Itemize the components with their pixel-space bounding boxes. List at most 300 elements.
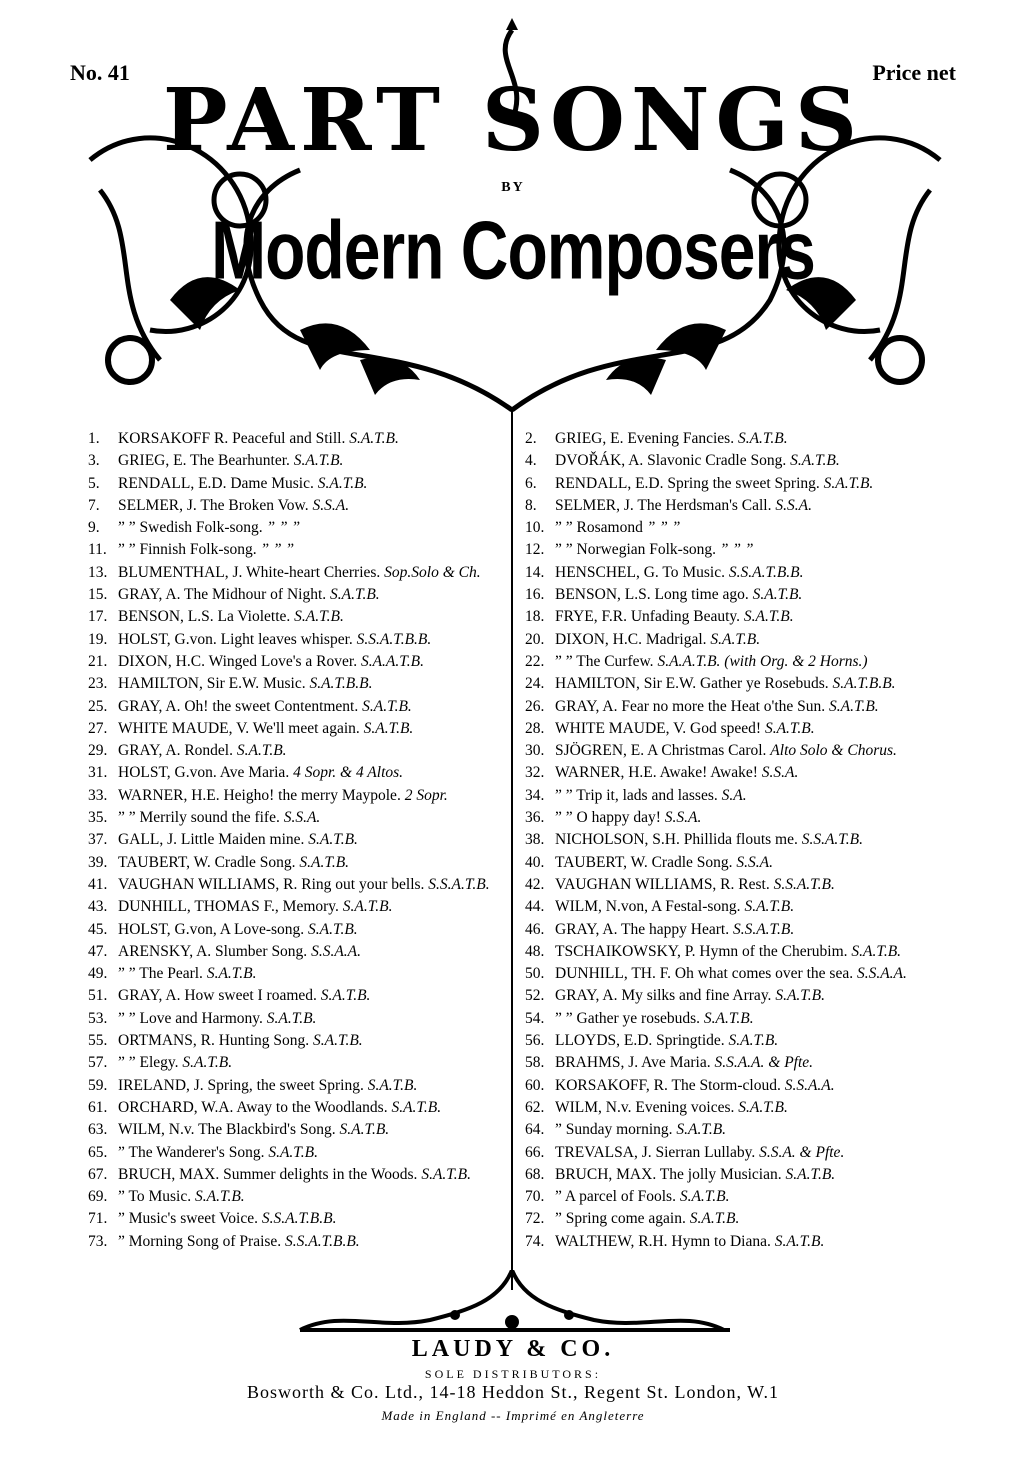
song-title: HAMILTON, Sir E.W. Gather ye Rosebuds. xyxy=(555,675,829,693)
voice-parts: S.A.T.B. xyxy=(785,1165,836,1183)
song-entry xyxy=(525,829,965,851)
song-title: ORTMANS, R. Hunting Song. xyxy=(118,1032,310,1050)
song-title: BENSON, L.S. La Violette. xyxy=(118,608,291,626)
song-title: GRAY, A. My silks and fine Array. xyxy=(555,987,772,1005)
song-title: HOLST, G.von. Light leaves whisper. xyxy=(118,630,353,648)
song-number: 59. xyxy=(88,1076,108,1094)
voice-parts: S.A.T.B. xyxy=(676,1121,727,1139)
voice-parts: S.S.A. xyxy=(736,853,773,871)
song-number: 70. xyxy=(525,1188,545,1206)
voice-parts: S.A.T.B. xyxy=(313,1032,363,1050)
song-entry xyxy=(525,1075,965,1097)
song-entry xyxy=(525,852,965,874)
song-entry xyxy=(88,874,528,896)
song-title: ORCHARD, W.A. Away to the Woodlands. xyxy=(118,1098,388,1116)
song-entry xyxy=(525,473,965,495)
song-number: 1. xyxy=(88,430,100,447)
song-title: NICHOLSON, S.H. Phillida flouts me. xyxy=(555,831,798,849)
song-title: ” ” Finnish Folk-song. xyxy=(118,541,257,559)
song-number: 25. xyxy=(88,697,108,715)
voice-parts: S.A.T.B. xyxy=(823,474,874,492)
song-entry xyxy=(88,450,528,472)
voice-parts: S.A.T.B. xyxy=(339,1121,390,1139)
song-number: 56. xyxy=(525,1032,545,1050)
song-title: HAMILTON, Sir E.W. Music. xyxy=(118,675,306,693)
voice-parts: S.S.A.A. & Pfte. xyxy=(714,1054,814,1072)
song-number: 6. xyxy=(525,474,537,492)
song-title: IRELAND, J. Spring, the sweet Spring. xyxy=(118,1076,364,1094)
voice-parts: S.A.T.B. xyxy=(790,452,840,470)
song-title: GRAY, A. The Midhour of Night. xyxy=(118,586,327,604)
song-number: 54. xyxy=(525,1009,545,1027)
song-title: SELMER, J. The Broken Vow. xyxy=(118,496,309,514)
song-entry xyxy=(88,919,528,941)
song-entry xyxy=(525,629,965,651)
song-number: 2. xyxy=(525,430,537,447)
voice-parts: 4 Sopr. & 4 Altos. xyxy=(293,764,404,782)
song-title: WHITE MAUDE, V. We'll meet again. xyxy=(118,719,360,737)
song-number: 30. xyxy=(525,742,545,760)
song-title: GRAY, A. Fear no more the Heat o'the Sun. xyxy=(555,697,826,715)
voice-parts: S.S.A.A. xyxy=(784,1076,835,1094)
song-entry xyxy=(525,1208,965,1230)
song-entry xyxy=(88,651,528,673)
song-entry xyxy=(525,584,965,606)
song-title: RENDALL, E.D. Spring the sweet Spring. xyxy=(555,474,820,492)
song-entry xyxy=(88,517,528,539)
voice-parts: S.A.T.B. xyxy=(774,1232,825,1250)
song-title: ” Sunday morning. xyxy=(555,1121,673,1139)
song-title: ” ” Merrily sound the fife. xyxy=(118,809,280,827)
voice-parts: S.A.T.B. xyxy=(342,898,393,916)
song-number: 27. xyxy=(88,719,108,737)
song-entry xyxy=(88,1119,528,1141)
song-number: 10. xyxy=(525,519,545,537)
voice-parts: S.A. xyxy=(721,786,747,804)
song-number: 24. xyxy=(525,675,545,693)
song-title: ” Morning Song of Praise. xyxy=(118,1232,282,1250)
song-number: 46. xyxy=(525,920,545,938)
voice-parts: S.S.A.A. xyxy=(856,965,907,983)
song-number: 53. xyxy=(88,1009,108,1027)
song-entry xyxy=(88,762,528,784)
song-entry xyxy=(525,874,965,896)
song-number: 40. xyxy=(525,853,545,871)
song-title: DVOŘÁK, A. Slavonic Cradle Song. xyxy=(555,452,787,470)
song-number: 73. xyxy=(88,1232,108,1250)
song-entry xyxy=(525,785,965,807)
song-title: WARNER, H.E. Heigho! the merry Maypole. xyxy=(118,786,401,804)
voice-parts: S.A.T.B. xyxy=(349,430,399,447)
song-number: 43. xyxy=(88,898,108,916)
song-number: 44. xyxy=(525,898,545,916)
voice-parts: S.A.A.T.B. (with Org. & 2 Horns.) xyxy=(657,652,868,670)
song-number: 13. xyxy=(88,563,108,581)
song-title: ARENSKY, A. Slumber Song. xyxy=(118,942,308,960)
song-title: ” ” O happy day! xyxy=(555,809,661,827)
song-number: 61. xyxy=(88,1098,108,1116)
song-title: TAUBERT, W. Cradle Song. xyxy=(118,853,296,871)
song-entry xyxy=(525,696,965,718)
song-number: 36. xyxy=(525,809,545,827)
voice-parts: S.S.A.T.B. xyxy=(732,920,795,938)
voice-parts: S.A.T.B. xyxy=(738,1098,788,1116)
song-number: 60. xyxy=(525,1076,545,1094)
song-entry xyxy=(525,1008,965,1030)
song-title: GRAY, A. Oh! the sweet Contentment. xyxy=(118,697,359,715)
song-entry xyxy=(525,1164,965,1186)
song-number: 42. xyxy=(525,875,545,893)
voice-parts: S.S.A.T.B. xyxy=(801,831,863,849)
voice-parts: ” ” ” xyxy=(266,519,301,537)
publisher-name: LAUDY & CO. xyxy=(411,1336,615,1362)
song-title: FRYE, F.R. Unfading Beauty. xyxy=(555,608,741,626)
voice-parts: S.S.A. xyxy=(761,764,799,782)
song-title: BLUMENTHAL, J. White-heart Cherries. xyxy=(118,563,381,581)
voice-parts: S.A.T.B. xyxy=(182,1054,233,1072)
voice-parts: S.A.T.B. xyxy=(744,898,795,916)
song-number: 8. xyxy=(525,496,537,514)
song-entry xyxy=(88,584,528,606)
distributors-label: SOLE DISTRIBUTORS: xyxy=(424,1367,602,1381)
song-number: 3. xyxy=(88,452,100,470)
song-title: WILM, N.von, A Festal-song. xyxy=(555,898,741,916)
song-number: 33. xyxy=(88,786,108,804)
voice-parts: S.A.T.B. xyxy=(236,742,287,760)
song-title: ” ” Trip it, lads and lasses. xyxy=(555,786,718,804)
voice-parts: S.A.T.B. xyxy=(851,942,902,960)
song-entry xyxy=(88,1186,528,1208)
song-entry xyxy=(525,539,965,561)
song-title: HOLST, G.von. Ave Maria. xyxy=(118,764,290,782)
song-entry xyxy=(525,495,965,517)
song-title: ” ” The Pearl. xyxy=(118,965,203,983)
song-title: HOLST, G.von, A Love-song. xyxy=(118,920,305,938)
song-number: 45. xyxy=(88,920,108,938)
song-title: GRAY, A. The happy Heart. xyxy=(555,920,730,938)
voice-parts: S.A.T.B. xyxy=(737,430,788,447)
song-title: GRAY, A. Rondel. xyxy=(118,742,233,760)
title-by: BY xyxy=(501,180,525,195)
voice-parts: ” ” ” xyxy=(646,519,681,537)
song-entry xyxy=(88,562,528,584)
song-entry xyxy=(525,651,965,673)
song-entry xyxy=(525,718,965,740)
voice-parts: ” ” ” xyxy=(260,541,295,559)
song-number: 71. xyxy=(88,1210,108,1228)
song-number: 15. xyxy=(88,586,108,604)
song-number: 26. xyxy=(525,697,545,715)
song-number: 22. xyxy=(525,652,545,670)
song-title: TSCHAIKOWSKY, P. Hymn of the Cherubim. xyxy=(555,942,848,960)
song-title: DUNHILL, TH. F. Oh what comes over the sea. xyxy=(555,965,854,983)
song-title: KORSAKOFF R. Peaceful and Still. xyxy=(118,430,346,447)
voice-parts: S.A.T.B. xyxy=(703,1009,754,1027)
song-entry xyxy=(525,517,965,539)
song-entry xyxy=(88,829,528,851)
song-entry xyxy=(88,673,528,695)
voice-parts: S.S.A.T.B.B. xyxy=(261,1210,337,1228)
voice-parts: S.A.T.B. xyxy=(330,586,380,604)
song-title: GRAY, A. How sweet I roamed. xyxy=(118,987,317,1005)
song-title: ” Spring come again. xyxy=(555,1210,686,1228)
title-modern-composers: Modern Composers xyxy=(211,203,815,296)
voice-parts: ” ” ” xyxy=(719,541,754,559)
voice-parts: S.A.T.B. xyxy=(308,920,358,938)
song-title: WHITE MAUDE, V. God speed! xyxy=(555,719,762,737)
song-number: 62. xyxy=(525,1098,545,1116)
song-entry xyxy=(525,673,965,695)
song-number: 66. xyxy=(525,1143,545,1161)
song-entry xyxy=(525,562,965,584)
voice-parts: S.A.T.B. xyxy=(391,1098,442,1116)
song-title: TAUBERT, W. Cradle Song. xyxy=(555,853,733,871)
song-title: WARNER, H.E. Awake! Awake! xyxy=(555,764,758,782)
voice-parts: S.A.T.B. xyxy=(294,608,344,626)
voice-parts: S.A.T.B. xyxy=(829,697,879,715)
voice-parts: S.A.T.B. xyxy=(293,452,344,470)
song-entry xyxy=(88,740,528,762)
song-entry xyxy=(525,941,965,963)
song-number: 51. xyxy=(88,987,108,1005)
voice-parts: S.A.T.B. xyxy=(320,987,371,1005)
song-number: 14. xyxy=(525,563,545,581)
voice-parts: S.A.T.B. xyxy=(308,831,358,849)
song-entry xyxy=(88,1164,528,1186)
song-title: GALL, J. Little Maiden mine. xyxy=(118,831,305,849)
voice-parts: S.S.A.T.B.B. xyxy=(285,1232,360,1250)
song-title: ” ” The Curfew. xyxy=(555,652,654,670)
song-title: ” ” Gather ye rosebuds. xyxy=(555,1009,701,1027)
voice-parts: S.A.T.B. xyxy=(679,1188,730,1206)
song-entry xyxy=(88,785,528,807)
song-number: 23. xyxy=(88,675,108,693)
song-title: ” Music's sweet Voice. xyxy=(118,1210,258,1228)
voice-parts: S.S.A.T.B. xyxy=(773,875,835,893)
song-entry xyxy=(525,1119,965,1141)
song-number: 18. xyxy=(525,608,545,626)
made-in-england: Made in England -- Imprimé en Angleterre xyxy=(381,1408,645,1423)
song-entry xyxy=(525,985,965,1007)
voice-parts: S.S.A.T.B.B. xyxy=(728,563,804,581)
catalog-number: No. 41 xyxy=(70,60,130,85)
publisher-address: Bosworth & Co. Ltd., 14-18 Heddon St., Regent St. London, W.1 xyxy=(246,1382,779,1402)
song-entry xyxy=(88,896,528,918)
song-number: 32. xyxy=(525,764,545,782)
song-number: 16. xyxy=(525,586,545,604)
song-title: BRUCH, MAX. Summer delights in the Woods. xyxy=(118,1165,418,1183)
song-entry xyxy=(88,985,528,1007)
song-entry xyxy=(88,1075,528,1097)
song-title: LLOYDS, E.D. Springtide. xyxy=(555,1032,725,1050)
song-entry xyxy=(88,1142,528,1164)
voice-parts: S.S.A. xyxy=(312,496,350,514)
song-number: 21. xyxy=(88,652,108,670)
song-entry xyxy=(525,1052,965,1074)
song-number: 69. xyxy=(88,1188,108,1206)
song-entry xyxy=(88,941,528,963)
voice-parts: Sop.Solo & Ch. xyxy=(384,563,481,581)
song-title: DUNHILL, THOMAS F., Memory. xyxy=(118,898,339,916)
song-title: TREVALSA, J. Sierran Lullaby. xyxy=(555,1143,756,1161)
song-number: 34. xyxy=(525,786,545,804)
voice-parts: S.A.T.B. xyxy=(299,853,350,871)
song-entry xyxy=(525,1231,965,1253)
song-entry xyxy=(88,539,528,561)
song-number: 31. xyxy=(88,764,108,782)
song-number: 47. xyxy=(88,942,108,960)
voice-parts: S.A.T.B. xyxy=(363,719,414,737)
voice-parts: S.S.A. & Pfte. xyxy=(759,1143,845,1161)
song-title: GRIEG, E. The Bearhunter. xyxy=(118,452,290,470)
voice-parts: S.A.T.B. xyxy=(743,608,794,626)
voice-parts: S.A.T.B. xyxy=(764,719,815,737)
song-entry xyxy=(525,1186,965,1208)
song-entry xyxy=(525,428,965,450)
voice-parts: 2 Sopr. xyxy=(404,786,448,804)
song-entry xyxy=(88,428,528,450)
song-entry xyxy=(88,807,528,829)
voice-parts: S.A.T.B. xyxy=(206,965,257,983)
song-number: 49. xyxy=(88,965,108,983)
voice-parts: S.A.T.B. xyxy=(195,1188,245,1206)
voice-parts: S.A.T.B. xyxy=(421,1165,471,1183)
song-entry xyxy=(525,807,965,829)
song-title: BRAHMS, J. Ave Maria. xyxy=(555,1054,711,1072)
song-number: 52. xyxy=(525,987,545,1005)
song-entry xyxy=(88,1231,528,1253)
song-number: 55. xyxy=(88,1032,108,1050)
song-title: ” The Wanderer's Song. xyxy=(118,1143,265,1161)
song-entry xyxy=(88,1008,528,1030)
song-number: 17. xyxy=(88,608,108,626)
voice-parts: S.A.T.B. xyxy=(710,630,761,648)
song-title: ” ” Love and Harmony. xyxy=(118,1009,263,1027)
voice-parts: S.A.T.B. xyxy=(728,1032,779,1050)
song-entry xyxy=(88,718,528,740)
song-number: 29. xyxy=(88,742,108,760)
song-title: KORSAKOFF, R. The Storm-cloud. xyxy=(555,1076,781,1094)
price-label: Price net xyxy=(872,60,956,85)
voice-parts: S.A.T.B. xyxy=(367,1076,418,1094)
song-entry xyxy=(88,495,528,517)
song-entry xyxy=(525,762,965,784)
title-part-songs: PART SONGS xyxy=(162,70,864,171)
song-list-right xyxy=(525,428,965,1253)
song-entry xyxy=(525,740,965,762)
voice-parts: S.S.A.A. xyxy=(311,942,361,960)
voice-parts: S.A.A.T.B. xyxy=(360,652,424,670)
voice-parts: S.A.T.B. xyxy=(362,697,412,715)
song-title: ” ” Rosamond xyxy=(555,519,643,537)
song-entry xyxy=(525,450,965,472)
voice-parts: S.S.A. xyxy=(664,809,702,827)
song-title: SJÖGREN, E. A Christmas Carol. xyxy=(555,742,767,760)
song-number: 4. xyxy=(525,452,537,470)
song-number: 38. xyxy=(525,831,545,849)
song-number: 19. xyxy=(88,630,108,648)
voice-parts: S.A.T.B.B. xyxy=(832,675,896,693)
song-title: BRUCH, MAX. The jolly Musician. xyxy=(555,1165,782,1183)
song-number: 65. xyxy=(88,1143,108,1161)
song-title: HENSCHEL, G. To Music. xyxy=(555,563,725,581)
song-number: 20. xyxy=(525,630,545,648)
voice-parts: S.S.A.T.B. xyxy=(428,875,490,893)
song-number: 58. xyxy=(525,1054,545,1072)
voice-parts: S.S.A.T.B.B. xyxy=(356,630,432,648)
song-title: WILM, N.v. Evening voices. xyxy=(555,1098,735,1116)
song-entry xyxy=(88,696,528,718)
song-title: WILM, N.v. The Blackbird's Song. xyxy=(118,1121,336,1139)
song-number: 5. xyxy=(88,474,100,492)
song-number: 12. xyxy=(525,541,545,559)
song-number: 57. xyxy=(88,1054,108,1072)
song-entry xyxy=(88,1052,528,1074)
song-title: ” ” Norwegian Folk-song. xyxy=(555,541,716,559)
song-entry xyxy=(88,629,528,651)
song-entry xyxy=(88,1208,528,1230)
song-number: 64. xyxy=(525,1121,545,1139)
song-title: ” ” Swedish Folk-song. xyxy=(118,519,263,537)
song-number: 63. xyxy=(88,1121,108,1139)
song-number: 28. xyxy=(525,719,545,737)
song-number: 74. xyxy=(525,1232,545,1250)
song-number: 68. xyxy=(525,1165,545,1183)
song-entry xyxy=(525,1142,965,1164)
song-number: 41. xyxy=(88,875,108,893)
voice-parts: S.A.T.B. xyxy=(268,1143,318,1161)
song-title: ” ” Elegy. xyxy=(118,1054,179,1072)
song-entry xyxy=(88,852,528,874)
song-number: 48. xyxy=(525,942,545,960)
song-title: RENDALL, E.D. Dame Music. xyxy=(118,474,314,492)
voice-parts: S.A.T.B. xyxy=(752,586,803,604)
song-title: GRIEG, E. Evening Fancies. xyxy=(555,430,735,447)
song-title: DIXON, H.C. Madrigal. xyxy=(555,630,707,648)
song-title: SELMER, J. The Herdsman's Call. xyxy=(555,496,772,514)
song-entry xyxy=(88,963,528,985)
song-title: ” To Music. xyxy=(118,1188,192,1206)
song-entry xyxy=(525,606,965,628)
song-entry xyxy=(525,963,965,985)
voice-parts: S.S.A. xyxy=(775,496,812,514)
song-number: 67. xyxy=(88,1165,108,1183)
song-title: WALTHEW, R.H. Hymn to Diana. xyxy=(555,1232,771,1250)
song-number: 37. xyxy=(88,831,108,849)
song-list-left xyxy=(88,428,528,1253)
song-entry xyxy=(88,606,528,628)
voice-parts: S.A.T.B. xyxy=(266,1009,317,1027)
voice-parts: S.A.T.B. xyxy=(689,1210,740,1228)
song-title: VAUGHAN WILLIAMS, R. Ring out your bells. xyxy=(118,875,425,893)
song-number: 39. xyxy=(88,853,108,871)
song-number: 35. xyxy=(88,809,108,827)
song-entry xyxy=(525,919,965,941)
song-number: 72. xyxy=(525,1210,545,1228)
voice-parts: S.S.A. xyxy=(283,809,321,827)
song-entry xyxy=(88,1097,528,1119)
voice-parts: S.A.T.B. xyxy=(317,474,368,492)
song-entry xyxy=(88,473,528,495)
song-entry xyxy=(525,1097,965,1119)
song-title: VAUGHAN WILLIAMS, R. Rest. xyxy=(555,875,770,893)
voice-parts: S.A.T.B. xyxy=(775,987,825,1005)
song-number: 11. xyxy=(88,541,107,559)
song-number: 50. xyxy=(525,965,545,983)
song-entry xyxy=(525,896,965,918)
song-entry xyxy=(525,1030,965,1052)
song-number: 7. xyxy=(88,496,100,514)
